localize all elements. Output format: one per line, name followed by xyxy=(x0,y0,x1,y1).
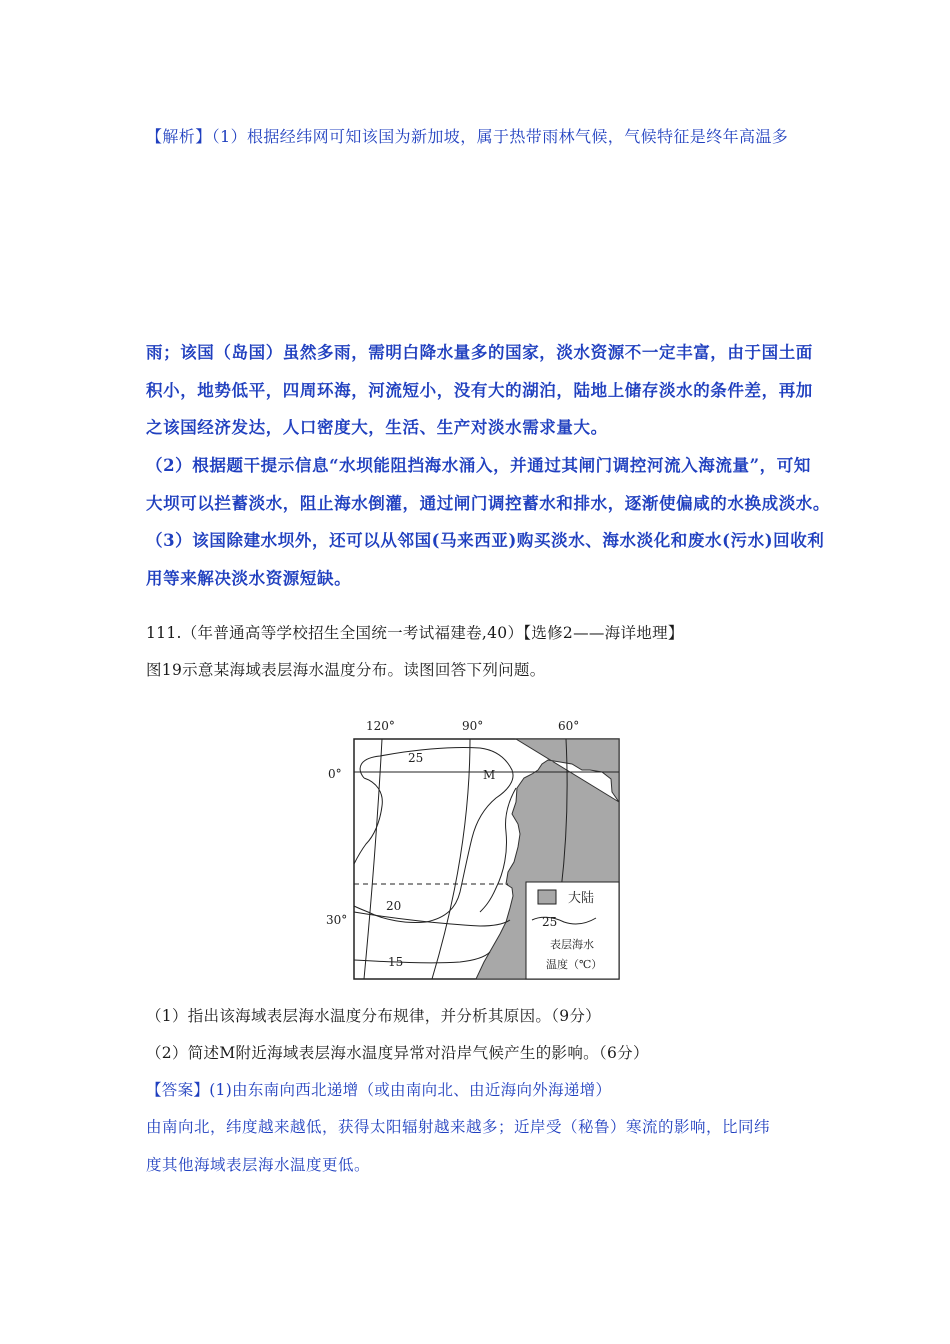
legend-land-swatch xyxy=(538,890,556,904)
analysis-bold-line: （2）根据题干提示信息“水坝能阻挡海水涌入，并通过其闸门调控河流入海流量”，可知 xyxy=(146,456,811,475)
answer-line: 由南向北，纬度越来越低，获得太阳辐射越来越多；近岸受（秘鲁）寒流的影响，比同纬 xyxy=(146,1118,771,1136)
answer-first-line xyxy=(146,1078,611,1100)
legend-isotherm-label: 温度（℃） xyxy=(546,958,603,971)
longitude-label: 90° xyxy=(462,719,484,733)
point-m-label: M xyxy=(483,768,496,782)
analysis-line-1: （1）根据经纬网可知该国为新加坡，属于热带雨林气候，气候特征是终年高温多 xyxy=(211,127,789,146)
analysis-bold-line: 之该国经济发达，人口密度大，生活、生产对淡水需求量大。 xyxy=(146,418,608,437)
longitude-label: 60° xyxy=(558,719,580,733)
longitude-label: 120° xyxy=(366,719,395,733)
legend-land-label: 大陆 xyxy=(568,891,595,906)
question-item: （1）指出该海域表层海水温度分布规律，并分析其原因。（9分） xyxy=(146,1007,601,1025)
answer-tag: 【答案】 xyxy=(146,1081,210,1099)
isotherm-label: 25 xyxy=(408,751,424,765)
latitude-label: 30° xyxy=(326,913,348,927)
isotherm-label: 20 xyxy=(386,899,402,913)
answer-line: 度其他海域表层海水温度更低。 xyxy=(146,1156,371,1174)
latitude-label: 0° xyxy=(328,767,342,781)
question-number: 111. xyxy=(146,624,182,642)
question-item: （2）简述M附近海域表层海水温度异常对沿岸气候产生的影响。（6分） xyxy=(146,1044,649,1062)
sea-temperature-map xyxy=(320,712,630,982)
map-svg xyxy=(320,712,630,982)
isotherm-label: 15 xyxy=(388,955,404,969)
legend-isotherm-label: 表层海水 xyxy=(550,938,594,951)
analysis-bold-line: 大坝可以拦蓄淡水，阻止海水倒灌，通过闸门调控蓄水和排水，逐渐使偏咸的水换成淡水。 xyxy=(146,494,830,513)
analysis-first-line xyxy=(146,124,788,147)
question-source: （年普通高等学校招生全国统一考试福建卷,40）【选修2——海详地理】 xyxy=(181,624,684,642)
legend-isotherm-sample: 25 xyxy=(542,915,558,929)
analysis-bold-line: 积小，地势低平，四周环海，河流短小，没有大的湖泊，陆地上储存淡水的条件差，再加 xyxy=(146,381,813,400)
question-header xyxy=(146,621,684,643)
analysis-bold-line: （3）该国除建水坝外，还可以从邻国(马来西亚)购买淡水、海水淡化和废水(污水)回收利 xyxy=(146,531,825,550)
analysis-tag: 【解析】 xyxy=(146,127,212,146)
answer-line-1: (1)由东南向西北递增（或由南向北、由近海向外海递增） xyxy=(209,1081,612,1099)
question-intro: 图19示意某海域表层海水温度分布。读图回答下列问题。 xyxy=(146,661,546,679)
analysis-bold-line: 雨；该国（岛国）虽然多雨，需明白降水量多的国家，淡水资源不一定丰富，由于国土面 xyxy=(146,343,813,362)
analysis-bold-line: 用等来解决淡水资源短缺。 xyxy=(146,569,352,588)
